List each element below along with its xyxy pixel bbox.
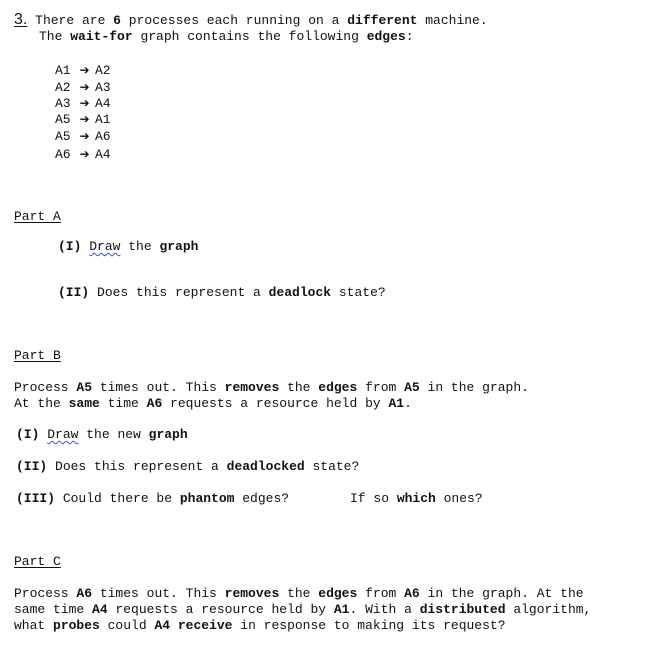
part-b-text-line-1: Process A5 times out. This removes the edges from A5 in the graph. bbox=[14, 380, 529, 395]
arrow-right-icon: ➔ bbox=[79, 147, 90, 161]
part-b-header: Part B bbox=[14, 348, 61, 363]
arrow-right-icon: ➔ bbox=[79, 112, 90, 126]
part-c-text-line-3: what probes could A4 receive in response to making its request? bbox=[14, 618, 506, 633]
part-b-question-3: (III) Could there be phantom edges? bbox=[16, 491, 290, 506]
arrow-right-icon: ➔ bbox=[79, 96, 90, 110]
arrow-right-icon: ➔ bbox=[79, 80, 90, 94]
edge-item: A6 ➔ A4 bbox=[55, 147, 111, 162]
part-c-text-line-2: same time A4 requests a resource held by A1. With a distributed algorithm, bbox=[14, 602, 592, 617]
edge-item: A3 ➔ A4 bbox=[55, 96, 111, 111]
question-number: 3. bbox=[14, 11, 28, 28]
part-b-text-line-2: At the same time A6 requests a resource held by A1. bbox=[14, 396, 412, 411]
question-intro-line-2: The wait-for graph contains the following edges: bbox=[39, 29, 414, 44]
part-a-question-1: (I) Draw the graph bbox=[58, 239, 199, 254]
part-b-question-2: (II) Does this represent a deadlocked state? bbox=[16, 459, 360, 474]
part-c-header: Part C bbox=[14, 554, 61, 569]
arrow-right-icon: ➔ bbox=[79, 129, 90, 143]
part-c-text-line-1: Process A6 times out. This removes the edges from A6 in the graph. At the bbox=[14, 586, 584, 601]
part-b-question-1: (I) Draw the new graph bbox=[16, 427, 188, 442]
question-intro-line-1: 3. There are 6 processes each running on a different machine. bbox=[14, 11, 488, 28]
part-a-question-2: (II) Does this represent a deadlock state? bbox=[58, 285, 386, 300]
part-b-question-3-followup: If so which ones? bbox=[350, 491, 483, 506]
part-a-header: Part A bbox=[14, 209, 61, 224]
edge-item: A1 ➔ A2 bbox=[55, 63, 111, 78]
arrow-right-icon: ➔ bbox=[79, 63, 90, 77]
edge-item: A5 ➔ A1 bbox=[55, 112, 111, 127]
edge-item: A5 ➔ A6 bbox=[55, 129, 111, 144]
edge-item: A2 ➔ A3 bbox=[55, 80, 111, 95]
